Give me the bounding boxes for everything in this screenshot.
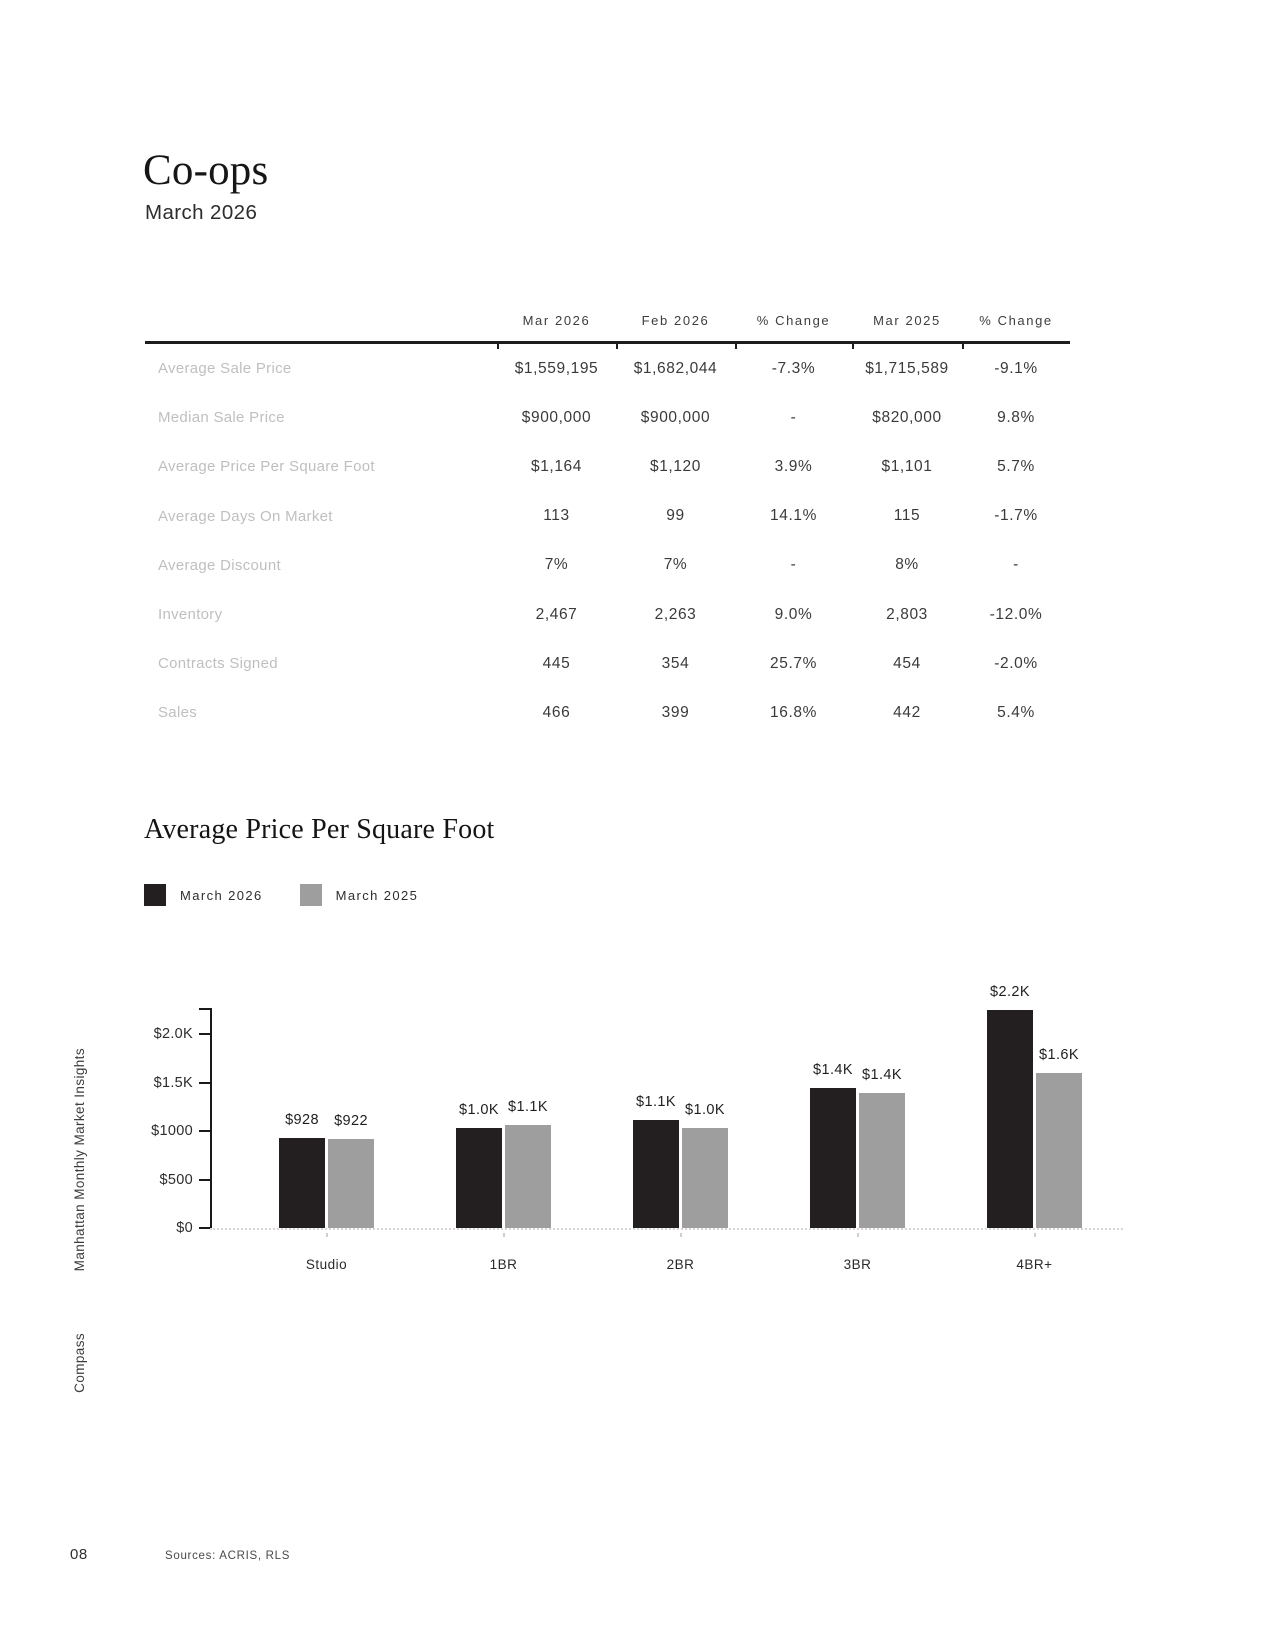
category-label-4brplus: 4BR+ xyxy=(1016,1257,1053,1272)
table-header-pct-change-yoy: % Change xyxy=(979,312,1053,328)
chart-legend xyxy=(144,884,418,906)
bar-group-2br xyxy=(592,1008,769,1272)
row-value-col5: -2.0% xyxy=(994,654,1038,672)
category-label-3br: 3BR xyxy=(843,1257,872,1272)
sources-note: Sources: ACRIS, RLS xyxy=(165,1550,291,1562)
bar-chart xyxy=(145,983,1150,1308)
x-tick xyxy=(1034,1233,1036,1237)
row-value-col3: 3.9% xyxy=(774,457,813,475)
row-label: Average Days On Market xyxy=(158,507,333,525)
row-value-col1: 113 xyxy=(543,507,570,525)
row-value-col2: 99 xyxy=(666,507,685,525)
legend-label-march-2025: March 2025 xyxy=(335,887,419,903)
bar-value-label: $922 xyxy=(334,1112,368,1129)
table-header-mar-2026: Mar 2026 xyxy=(522,312,591,328)
legend-label-march-2026: March 2026 xyxy=(180,887,263,903)
row-label: Average Price Per Square Foot xyxy=(158,458,375,476)
x-tick xyxy=(857,1233,859,1237)
column-divider-notch xyxy=(735,344,737,349)
bar-group-1br xyxy=(415,1008,592,1272)
bar-value-label: $1.4K xyxy=(862,1067,902,1084)
row-value-col2: 399 xyxy=(661,703,690,721)
page-title: Co-ops xyxy=(143,147,269,194)
row-value-col1: 7% xyxy=(544,556,569,574)
table-header-rule xyxy=(145,341,1070,344)
y-tick-label-500: $500 xyxy=(159,1171,193,1188)
bar-group-studio xyxy=(238,1008,415,1272)
table-row xyxy=(145,688,1070,737)
y-tick-1500 xyxy=(199,1082,210,1084)
y-tick-label-1000: $1000 xyxy=(151,1123,193,1140)
column-divider-notch xyxy=(852,344,854,349)
table-row xyxy=(145,541,1070,590)
y-axis-top-tick xyxy=(199,1008,210,1010)
bar-value-label: $1.1K xyxy=(636,1093,676,1110)
table-row xyxy=(145,639,1070,688)
bar-current-studio xyxy=(279,1112,325,1228)
row-value-col4: 454 xyxy=(893,654,921,672)
legend-item-march-2025 xyxy=(300,884,419,906)
table-header-feb-2026: Feb 2026 xyxy=(641,312,710,328)
row-value-col3: 25.7% xyxy=(770,654,817,672)
row-value-col1: 445 xyxy=(542,654,571,672)
stats-table xyxy=(145,308,1070,738)
row-value-col1: $1,559,195 xyxy=(514,359,599,377)
row-value-col5: 5.7% xyxy=(997,457,1035,475)
row-value-col3: - xyxy=(790,408,797,426)
bar-prior-studio xyxy=(328,1112,374,1228)
page-number: 08 xyxy=(70,1546,88,1563)
bar-current-4brplus xyxy=(987,983,1033,1228)
table-row xyxy=(145,442,1070,491)
y-tick-1000 xyxy=(199,1130,210,1132)
row-value-col5: 5.4% xyxy=(997,703,1035,721)
legend-swatch-march-2026 xyxy=(144,884,166,906)
row-value-col4: 115 xyxy=(893,507,921,525)
plot-area xyxy=(210,983,1135,1272)
category-label-2br: 2BR xyxy=(666,1257,695,1272)
x-tick xyxy=(326,1233,328,1237)
row-value-col4: $1,101 xyxy=(881,457,933,475)
row-value-col5: - xyxy=(1013,556,1019,574)
row-label: Contracts Signed xyxy=(158,655,278,673)
legend-swatch-march-2025 xyxy=(300,884,322,906)
bar-prior-1br xyxy=(505,1099,551,1228)
bar-prior-3br xyxy=(859,1067,905,1228)
column-divider-notch xyxy=(616,344,618,349)
row-value-col4: $1,715,589 xyxy=(865,359,949,377)
chart-title: Average Price Per Square Foot xyxy=(144,814,495,845)
table-header-row xyxy=(145,308,1070,332)
row-value-col2: $900,000 xyxy=(640,408,711,426)
row-value-col3: -7.3% xyxy=(771,359,816,377)
bar-value-label: $2.2K xyxy=(990,983,1030,1000)
bar-value-label: $928 xyxy=(285,1112,319,1129)
row-value-col2: 2,263 xyxy=(654,605,697,623)
row-label: Median Sale Price xyxy=(158,409,285,427)
bar-current-1br xyxy=(456,1102,502,1228)
column-divider-notch xyxy=(962,344,964,349)
row-value-col5: -1.7% xyxy=(994,507,1038,525)
bar-group-3br xyxy=(769,1008,946,1272)
row-label: Average Discount xyxy=(158,556,281,574)
bar-value-label: $1.6K xyxy=(1039,1046,1079,1063)
row-value-col3: 14.1% xyxy=(770,507,817,525)
row-value-col4: $820,000 xyxy=(872,408,942,426)
legend-item-march-2026 xyxy=(144,884,263,906)
row-value-col3: 9.0% xyxy=(774,605,813,623)
bar-prior-4brplus xyxy=(1036,1046,1082,1228)
brand-label: Compass xyxy=(72,1333,87,1393)
category-label-studio: Studio xyxy=(305,1257,348,1272)
row-value-col2: $1,682,044 xyxy=(633,359,718,377)
row-value-col4: 8% xyxy=(895,556,919,574)
bar-prior-2br xyxy=(682,1102,728,1228)
y-tick-label-2000: $2.0K xyxy=(153,1026,193,1043)
row-value-col4: 2,803 xyxy=(886,605,928,623)
bar-value-label: $1.0K xyxy=(459,1102,499,1119)
row-value-col1: 2,467 xyxy=(535,605,578,623)
row-value-col2: 354 xyxy=(661,654,690,672)
row-value-col5: 9.8% xyxy=(997,408,1035,426)
bar-value-label: $1.4K xyxy=(813,1062,853,1078)
table-header-pct-change-mom: % Change xyxy=(756,312,831,328)
column-divider-notch xyxy=(497,344,499,349)
y-tick-2000 xyxy=(199,1033,210,1035)
bar-current-2br xyxy=(633,1093,679,1228)
table-row xyxy=(145,344,1070,393)
x-axis-baseline xyxy=(210,1228,1123,1230)
row-value-col4: 442 xyxy=(893,703,921,721)
row-label: Inventory xyxy=(158,606,223,624)
y-tick-500 xyxy=(199,1179,210,1181)
row-value-col2: $1,120 xyxy=(649,457,701,475)
table-header-mar-2025: Mar 2025 xyxy=(873,312,941,328)
table-body xyxy=(145,344,1070,738)
row-value-col5: -12.0% xyxy=(989,605,1043,623)
table-row xyxy=(145,492,1070,541)
x-tick xyxy=(680,1233,682,1237)
bar-value-label: $1.0K xyxy=(685,1102,725,1119)
row-value-col2: 7% xyxy=(663,556,688,574)
bar-group-4brplus xyxy=(946,983,1123,1272)
table-row xyxy=(145,393,1070,442)
bar-value-label: $1.1K xyxy=(508,1099,548,1116)
row-value-col1: 466 xyxy=(542,703,571,721)
y-tick-label-0: $0 xyxy=(176,1220,193,1236)
y-tick-0 xyxy=(199,1227,210,1229)
row-value-col1: $900,000 xyxy=(521,408,592,426)
row-value-col5: -9.1% xyxy=(994,359,1038,377)
row-value-col3: - xyxy=(790,556,797,574)
x-tick xyxy=(503,1233,505,1237)
row-value-col3: 16.8% xyxy=(770,703,817,721)
vertical-report-label: Manhattan Monthly Market Insights xyxy=(72,1048,87,1272)
row-label: Sales xyxy=(158,704,198,722)
page-subtitle: March 2026 xyxy=(145,201,258,224)
row-value-col1: $1,164 xyxy=(530,457,582,475)
category-label-1br: 1BR xyxy=(489,1257,518,1272)
row-label: Average Sale Price xyxy=(158,360,292,378)
table-row xyxy=(145,590,1070,639)
bar-current-3br xyxy=(810,1062,856,1228)
y-tick-label-1500: $1.5K xyxy=(153,1074,193,1091)
